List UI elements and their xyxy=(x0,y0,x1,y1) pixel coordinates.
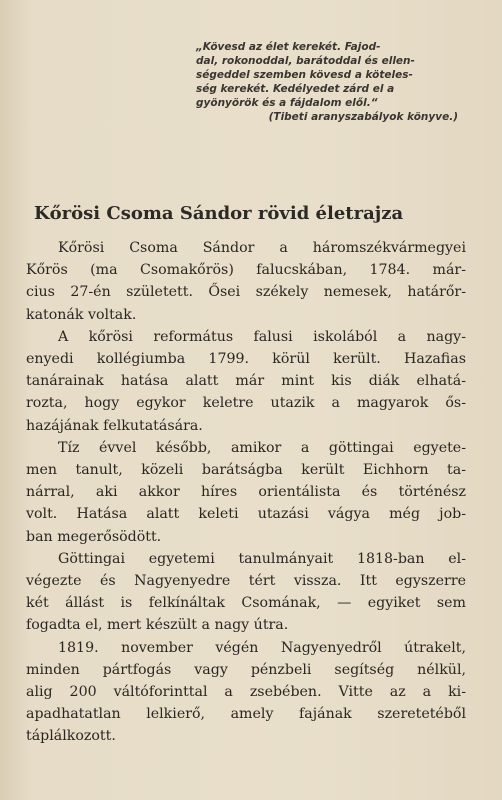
text-line: tanárainak hatása alatt már mint kis diák elhatá- xyxy=(26,373,466,390)
text-line: Kőrös (ma Csomakőrös) falucskában, 1784. már- xyxy=(26,262,466,279)
text-line: rozta, hogy egykor keletre utazik a magyarok ős- xyxy=(26,395,466,412)
text-line: Tíz évvel később, amikor a göttingai egyete- xyxy=(58,439,466,456)
text-line: végezte és Nagyenyedre tért vissza. Itt egyszerre xyxy=(26,573,466,590)
epigraph-line: „Kövesd az élet kerekét. Fajod- xyxy=(196,41,381,53)
text-line: Kőrösi Csoma Sándor a háromszékvármegyei xyxy=(58,240,466,256)
epigraph-line: dal, rokonoddal, barátoddal és ellen- xyxy=(196,55,415,67)
text-line: alig 200 váltóforinttal a zsebében. Vitte az a ki- xyxy=(26,684,466,701)
text-line: Göttingai egyetemi tanulmányait 1818-ban el- xyxy=(58,550,466,567)
text-line: A kőrösi református falusi iskolából a nagy- xyxy=(58,328,466,345)
text-line: 1819. november végén Nagyenyedről útrakelt, xyxy=(58,639,466,656)
epigraph-line: gyönyörök és a fájdalom elől.“ xyxy=(196,97,378,109)
text-line: táplálkozott. xyxy=(26,728,116,745)
text-line: fogadta el, mert készült a nagy útra. xyxy=(26,617,289,634)
text-line: hazájának felkutatására. xyxy=(26,417,203,434)
text-line: minden pártfogás vagy pénzbeli segítség nélkül, xyxy=(26,661,466,678)
body-text xyxy=(26,237,466,748)
text-line: apadhatatlan lelkierő, amely fajának szeretetéből xyxy=(26,706,466,723)
epigraph xyxy=(196,40,458,124)
text-line: volt. Hatása alatt keleti utazási vágya még job- xyxy=(26,506,466,523)
epigraph-source: (Tibeti aranyszabályok könyve.) xyxy=(268,111,458,123)
epigraph-line: ségeddel szemben kövesd a köteles- xyxy=(196,69,413,81)
epigraph-line: ség kerekét. Kedélyedet zárd el a xyxy=(196,83,395,95)
text-line: ban megerősödött. xyxy=(26,528,162,545)
text-line: enyedi kollégiumba 1799. körül került. Hazafias xyxy=(26,351,466,368)
text-line: katonák voltak. xyxy=(26,306,137,323)
text-line: két állást is felkínáltak Csomának, — egyiket sem xyxy=(26,595,466,612)
text-line: men tanult, közeli barátságba került Eichhorn ta- xyxy=(26,462,466,479)
text-line: nárral, aki akkor híres orientálista és történész xyxy=(26,484,466,501)
text-line: cius 27-én született. Ősei székely nemesek, határőr- xyxy=(26,284,466,301)
chapter-title: Kőrösi Csoma Sándor rövid életrajza xyxy=(34,203,404,224)
